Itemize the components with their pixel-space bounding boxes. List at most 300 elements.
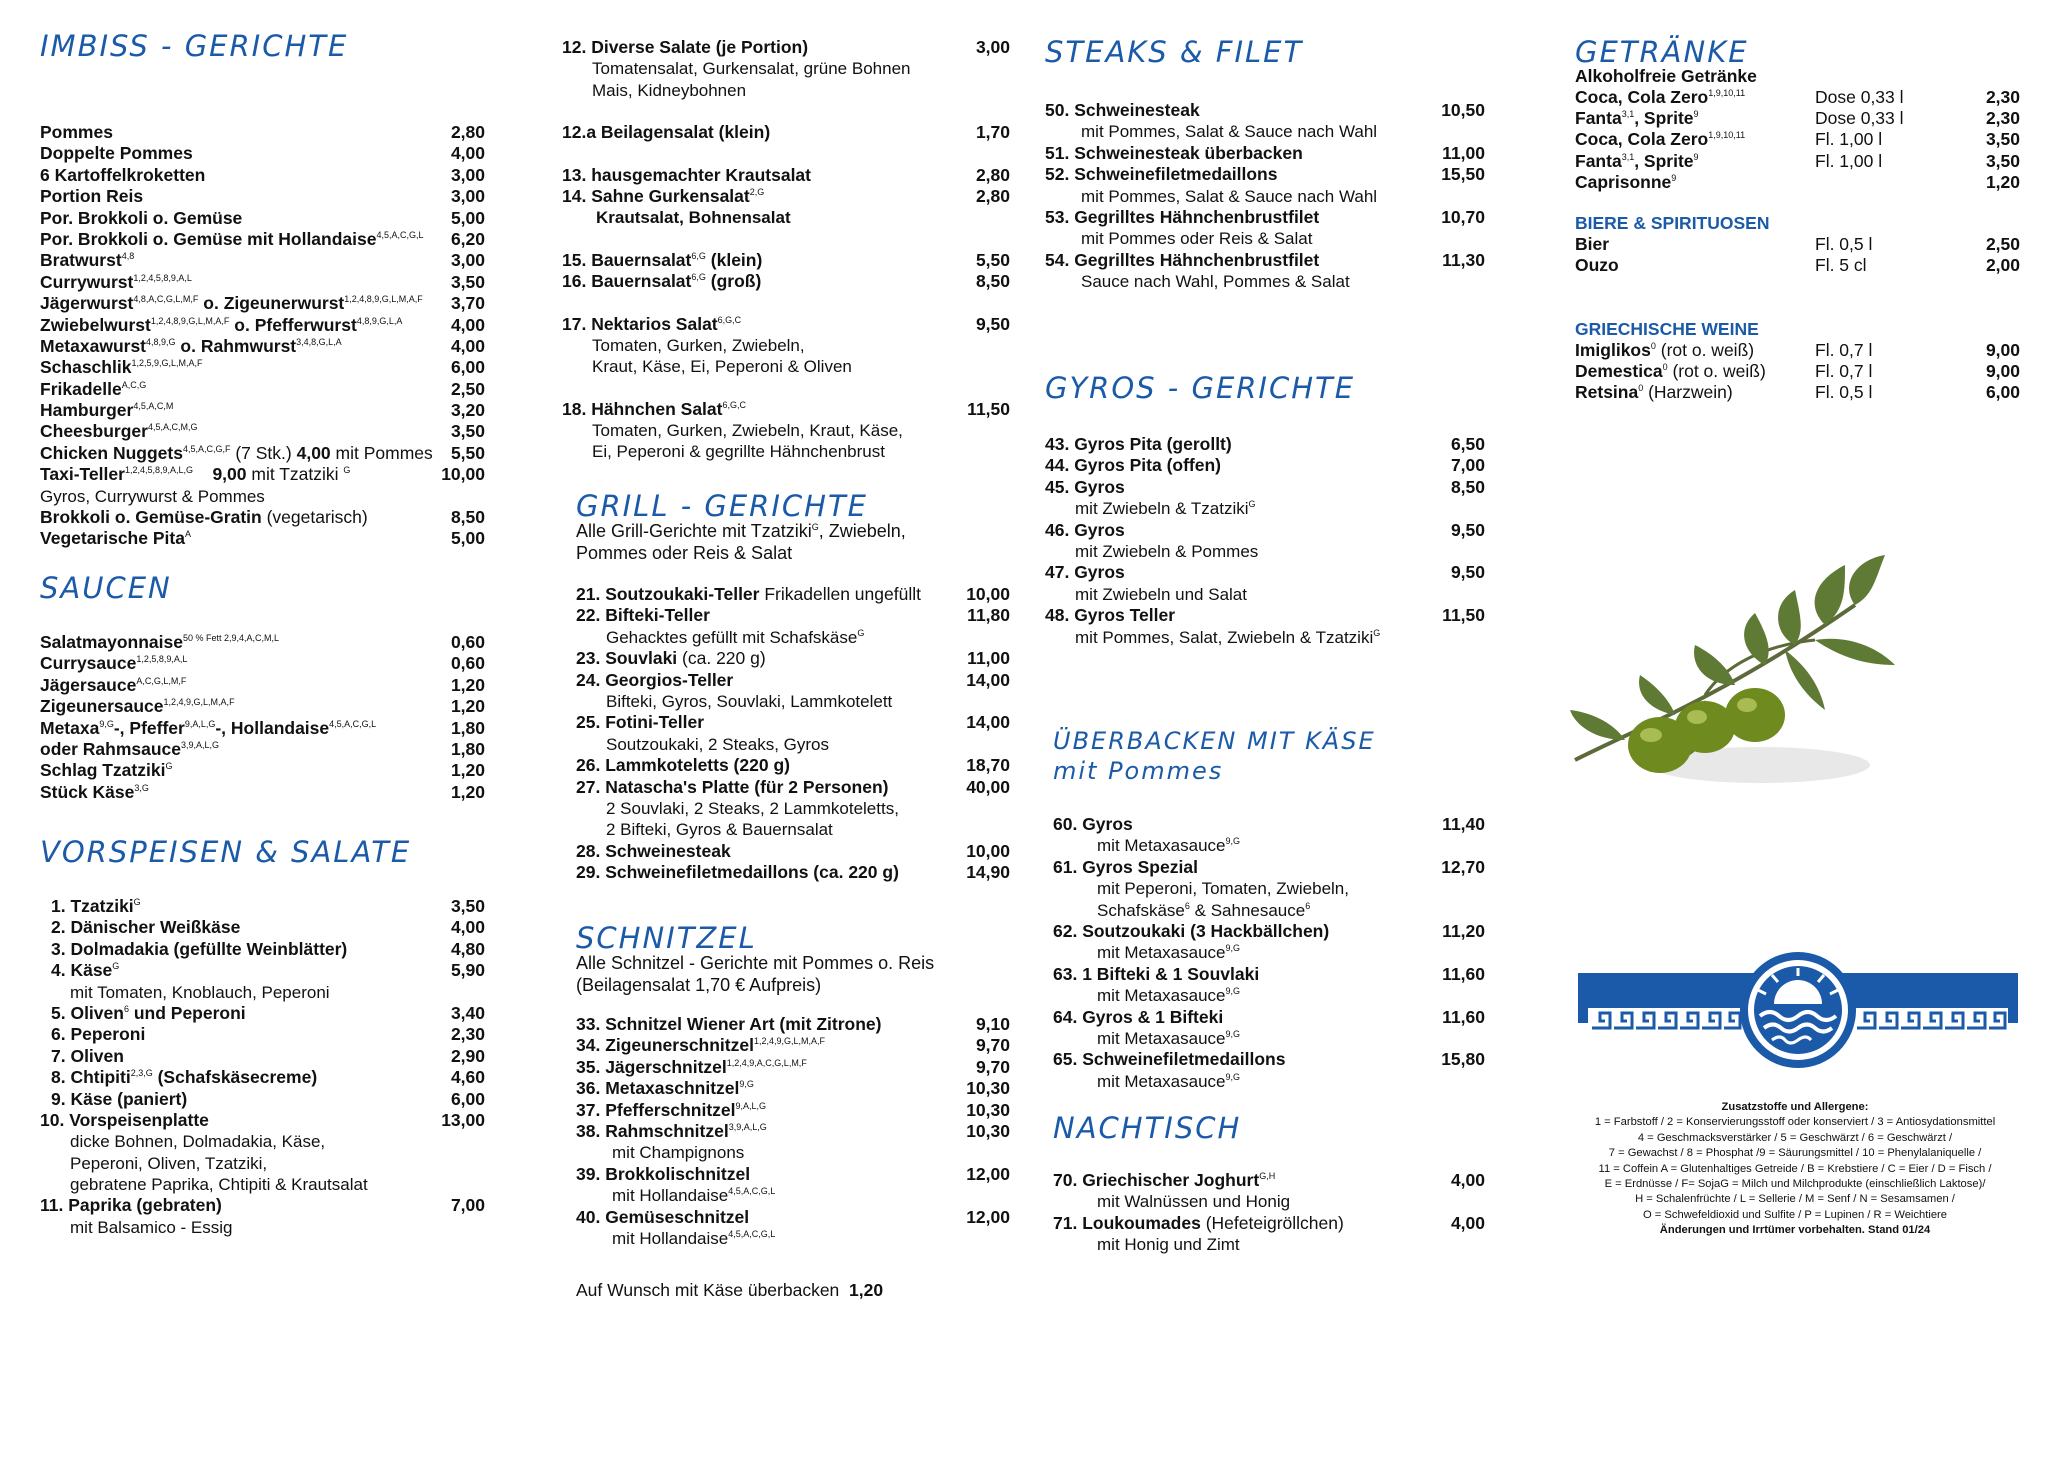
item-price: 11,20 <box>1442 920 1485 941</box>
item-name-part: und Peperoni <box>133 1002 246 1023</box>
allergen-sup: 4,5,A,C,M <box>133 401 174 412</box>
item-description <box>1053 878 1485 899</box>
item-description <box>576 691 1010 712</box>
item-name: Zwiebelwurst <box>40 314 151 335</box>
item-name: Taxi-Teller <box>40 464 125 485</box>
spacer <box>562 378 1010 399</box>
item-name: Pommes <box>40 122 113 142</box>
item-description-text: Gehacktes gefüllt mit Schafskäse <box>606 627 858 647</box>
item-description-text: mit Pommes oder Reis & Salat <box>1081 229 1313 249</box>
drink-price: 3,50 <box>1985 150 2020 171</box>
item-name: 33. Schnitzel Wiener Art (mit Zitrone) <box>576 1014 882 1034</box>
allergen-line: H = Schalenfrüchte / L = Sellerie / M = Senf / N = Sesamsamen / <box>1635 1193 1955 1206</box>
allergen-sup: 4,8,9,G,L,A <box>356 315 403 326</box>
menu-item <box>40 122 485 143</box>
item-description <box>40 1217 485 1238</box>
menu-item <box>1053 1170 1485 1191</box>
allergen-line: O = Schwefeldioxid und Sulfite / P = Lupinen / R = Weichtiere <box>1642 1208 1947 1221</box>
item-price: 2,80 <box>975 164 1010 185</box>
drink-item <box>1575 151 2020 172</box>
item-price: 10,00 <box>966 840 1010 861</box>
item-name-part: (groß) <box>710 271 762 292</box>
item-name: 18. Hähnchen Salat <box>562 398 723 419</box>
item-description-text: mit Peperoni, Tomaten, Zwiebeln, <box>1097 879 1349 899</box>
menu-item <box>40 443 485 464</box>
item-name: Jägerwurst <box>40 293 134 314</box>
menu-item <box>40 696 485 717</box>
allergen-sup: 3,1 <box>1621 109 1635 120</box>
item-name: 15. Bauernsalat <box>562 249 692 270</box>
schnitzel-list <box>576 1014 1010 1249</box>
schnitzel-intro-line1: Alle Schnitzel - Gerichte mit Pommes o. Reis <box>576 953 935 973</box>
item-name: 65. Schweinefiletmedaillons <box>1053 1049 1286 1070</box>
item-name: Metaxa <box>40 717 100 738</box>
item-name: 3. Dolmadakia (gefüllte Weinblätter) <box>51 938 348 959</box>
item-name: 70. Griechischer Joghurt <box>1053 1170 1260 1190</box>
allergen-sup: 3,9,A,L,G <box>728 1121 767 1132</box>
item-name-part: o. Pfefferwurst <box>234 314 357 335</box>
item-note: Frikadellen ungefüllt <box>759 584 921 604</box>
item-description <box>40 982 485 1003</box>
menu-item <box>1045 100 1485 121</box>
item-name: 8. Chtipiti <box>51 1067 131 1088</box>
menu-item <box>562 165 1010 186</box>
spacer <box>562 229 1010 250</box>
item-name: Vegetarische Pita <box>40 528 185 549</box>
menu-item <box>1053 1049 1485 1070</box>
menu-item <box>576 1207 1010 1228</box>
item-price: 40,00 <box>966 776 1010 797</box>
menu-item <box>40 653 485 674</box>
ueberbacken-list <box>1053 814 1485 1092</box>
drink-size: Fl. 0,5 l <box>1815 234 1873 254</box>
item-name: oder Rahmsauce <box>40 738 182 759</box>
item-price: 14,00 <box>966 669 1010 690</box>
item-description-text: mit Pommes, Salat & Sauce nach Wahl <box>1081 122 1378 142</box>
drink-item <box>1575 234 2020 255</box>
item-note: mit Tzatziki <box>246 464 344 485</box>
allergen-sup: G <box>343 465 351 476</box>
item-description-text: Sauce nach Wahl, Pommes & Salat <box>1081 272 1350 292</box>
allergen-sup: 0 <box>1638 383 1644 394</box>
menu-item <box>40 960 485 981</box>
menu-item <box>576 862 1010 883</box>
allergen-sup: 4,5,A,C,G,L <box>376 229 424 240</box>
item-description-text: mit Metaxasauce <box>1097 1028 1226 1048</box>
item-price: 12,70 <box>1441 856 1485 877</box>
drink-price: 2,30 <box>1985 108 2020 129</box>
item-price: 9,70 <box>975 1035 1010 1056</box>
allergen-sup: 4,5,A,C,G,L <box>329 718 377 729</box>
item-price: 15,80 <box>1441 1049 1485 1070</box>
item-description-text: mit Hollandaise <box>612 1228 729 1248</box>
column-steaks-gyros <box>1045 0 1485 1463</box>
item-name: 43. Gyros Pita (gerollt) <box>1045 434 1232 454</box>
menu-item <box>576 1078 1010 1099</box>
allergen-sup: A,C,G,L,M,F <box>136 675 187 686</box>
item-description-text: mit Honig und Zimt <box>1097 1235 1240 1255</box>
item-price: 1,20 <box>450 781 485 802</box>
item-name-part: -, Pfeffer <box>113 717 185 738</box>
item-description-text: mit Zwiebeln & Pommes <box>1075 541 1259 561</box>
item-price: 4,00 <box>450 917 485 938</box>
item-price: 9,10 <box>975 1014 1010 1034</box>
menu-item <box>576 1014 1010 1035</box>
allergen-sup: G <box>165 761 173 772</box>
item-description <box>1053 1028 1485 1049</box>
saucen-title: SAUCEN <box>40 571 172 605</box>
item-name: 47. Gyros <box>1045 562 1125 583</box>
menu-item <box>1053 921 1485 942</box>
item-name: 48. Gyros Teller <box>1045 605 1176 626</box>
drink-price: 2,50 <box>1985 234 2020 254</box>
item-price: 3,70 <box>450 293 485 314</box>
allergen-line: 1 = Farbstoff / 2 = Konservierungsstoff oder konserviert / 3 = Antiosydationsmittel <box>1594 1116 1996 1129</box>
menu-item <box>1045 143 1485 164</box>
item-name: 63. 1 Bifteki & 1 Souvlaki <box>1053 963 1260 984</box>
item-name: 39. Brokkolischnitzel <box>576 1163 751 1184</box>
drink-size: Fl. 0,5 l <box>1815 382 1873 403</box>
item-name: 1. Tzatziki <box>51 896 134 916</box>
salate-list <box>562 37 1010 463</box>
item-description <box>576 1142 1010 1163</box>
menu-item <box>1045 562 1485 583</box>
allergen-sup: A,C,G <box>121 379 147 390</box>
item-name: 53. Gegrilltes Hähnchenbrustfilet <box>1045 206 1320 227</box>
item-description <box>576 627 1010 648</box>
item-description-text: mit Pommes, Salat, Zwiebeln & Tzatziki <box>1075 627 1374 647</box>
item-price: 14,00 <box>966 712 1010 733</box>
allergen-sup: 9,G <box>99 718 114 729</box>
item-price: 11,80 <box>967 605 1010 626</box>
allergen-sup: 2,3,G <box>130 1068 153 1079</box>
item-name: 24. Georgios-Teller <box>576 669 734 690</box>
item-description <box>1053 942 1485 963</box>
drink-item <box>1575 108 2020 129</box>
item-name: 37. Pfefferschnitzel <box>576 1099 736 1120</box>
menu-item <box>40 336 485 357</box>
drinks-softdrinks <box>1575 87 2020 193</box>
menu-item <box>40 1110 485 1131</box>
item-name: 54. Gegrilltes Hähnchenbrustfilet <box>1045 249 1320 270</box>
item-name: 17. Nektarios Salat <box>562 313 718 334</box>
item-price: 1,20 <box>450 674 485 695</box>
item-description <box>562 356 1010 377</box>
item-price: 1,80 <box>450 717 485 738</box>
drink-note: (rot o. weiß) <box>1655 340 1755 360</box>
menu-item <box>40 250 485 271</box>
menu-item <box>40 272 485 293</box>
item-description-text: Peperoni, Oliven, Tzatziki, <box>70 1153 268 1173</box>
drink-item <box>1575 87 2020 108</box>
item-description <box>576 734 1010 755</box>
item-description <box>1045 228 1485 249</box>
item-price: 3,00 <box>450 186 485 207</box>
item-name: Zigeunersauce <box>40 696 164 717</box>
drink-item <box>1575 255 2020 276</box>
allergen-info <box>1565 1100 2025 1239</box>
item-price: 5,00 <box>450 528 485 549</box>
item-price: 2,90 <box>450 1045 485 1066</box>
item-description-text: mit Hollandaise <box>612 1186 729 1206</box>
item-note: (ca. 220 g) <box>677 648 766 669</box>
column-imbiss <box>40 0 485 1463</box>
nachtisch-list <box>1053 1170 1485 1256</box>
item-description-text: mit Balsamico - Essig <box>70 1217 233 1237</box>
allergen-lines <box>1565 1115 2025 1223</box>
drink-price: 6,00 <box>1985 382 2020 403</box>
item-name: Currywurst <box>40 271 134 292</box>
menu-item <box>40 1067 485 1088</box>
item-name: Schlag Tzatziki <box>40 760 166 781</box>
item-name: 27. Natascha's Platte (für 2 Personen) <box>576 776 889 797</box>
nachtisch-title: NACHTISCH <box>1053 1111 1242 1145</box>
item-name: Metaxawurst <box>40 335 147 356</box>
item-name: 29. Schweinefiletmedaillons (ca. 220 g) <box>576 862 899 883</box>
drink-size: Dose 0,33 l <box>1815 108 1904 129</box>
item-description-text: 2 Bifteki, Gyros & Bauernsalat <box>606 820 833 840</box>
ueberbacken-title <box>1053 726 1376 786</box>
item-name: 2. Dänischer Weißkäse <box>51 917 241 938</box>
item-price: 10,70 <box>1441 206 1485 227</box>
item-alt-price: 4,00 <box>296 442 331 463</box>
imbiss-title: IMBISS - GERICHTE <box>40 29 349 63</box>
item-name: Chicken Nuggets <box>40 442 183 463</box>
menu-item <box>40 507 485 528</box>
item-price: 1,80 <box>450 738 485 759</box>
menu-item <box>40 293 485 314</box>
allergen-sup: 4,5,A,C,G,L <box>728 1228 776 1239</box>
item-name-part: o. Zigeunerwurst <box>203 293 345 314</box>
drink-name: Bier <box>1575 234 1610 254</box>
item-price: 2,30 <box>450 1024 485 1045</box>
item-name: 40. Gemüseschnitzel <box>576 1206 750 1227</box>
item-price: 4,00 <box>450 314 485 335</box>
menu-item <box>40 675 485 696</box>
item-price: 5,50 <box>450 442 485 463</box>
allergen-sup: 9,A,L,G <box>735 1100 767 1111</box>
item-name: 6. Peperoni <box>51 1024 146 1045</box>
item-price: 3,40 <box>450 1002 485 1023</box>
item-description-text: mit Walnüssen und Honig <box>1097 1192 1291 1212</box>
item-name-part: o. Rahmwurst <box>180 335 297 356</box>
allergen-sup: 3,9,A,L,G <box>181 739 220 750</box>
allergen-sup: 1,2,4,9,A,C,G,L,M,F <box>726 1057 807 1068</box>
item-description <box>40 1131 485 1152</box>
steaks-title: STEAKS & FILET <box>1045 35 1304 69</box>
menu-item <box>576 755 1010 776</box>
drink-item <box>1575 361 2020 382</box>
item-name: Bratwurst <box>40 250 122 271</box>
item-price: 2,80 <box>450 122 485 142</box>
item-price: 11,50 <box>967 398 1010 419</box>
allergen-footer: Änderungen und Irrtümer vorbehalten. Stand 01/24 <box>1659 1224 1931 1237</box>
item-price: 10,30 <box>966 1120 1010 1141</box>
grill-intro-line1: Alle Grill-Gerichte mit Tzatziki <box>576 521 812 541</box>
menu-item <box>1053 964 1485 985</box>
menu-item <box>1045 477 1485 498</box>
allergen-sup: 6,G <box>691 250 706 261</box>
allergen-sup: G <box>857 627 865 638</box>
item-description <box>1053 1191 1485 1212</box>
allergen-sup: 6 <box>1305 900 1311 911</box>
menu-item <box>40 400 485 421</box>
item-note: (7 Stk.) <box>230 442 297 463</box>
biere-title: BIERE & SPIRITUOSEN <box>1575 213 1770 233</box>
allergen-sup: A <box>184 529 191 540</box>
menu-item <box>1045 250 1485 271</box>
item-name: 34. Zigeunerschnitzel <box>576 1035 754 1056</box>
item-description-text: Soutzoukaki, 2 Steaks, Gyros <box>606 734 829 754</box>
item-description-text: Tomatensalat, Gurkensalat, grüne Bohnen <box>592 59 911 79</box>
ueberbacken-title-line2: mit Pommes <box>1053 757 1224 785</box>
drink-size: Fl. 0,7 l <box>1815 340 1873 360</box>
item-name: 12. Diverse Salate (je Portion) <box>562 37 809 57</box>
allergen-sup: 9,G <box>1225 836 1241 847</box>
allergen-sup: 1,2,4,9,G,L,M,A,F <box>753 1036 825 1047</box>
menu-item <box>40 208 485 229</box>
item-price: 2,80 <box>975 185 1010 206</box>
item-name: 45. Gyros <box>1045 476 1125 497</box>
allergen-sup: 9 <box>1671 172 1677 183</box>
menu-item <box>576 1121 1010 1142</box>
allergen-sup: G,H <box>1259 1171 1276 1181</box>
allergen-sup: 1,2,5,8,9,A,L <box>136 654 188 665</box>
item-name: 60. Gyros <box>1053 814 1133 834</box>
drink-size: Fl. 0,7 l <box>1815 361 1873 382</box>
item-description <box>576 1228 1010 1249</box>
item-description <box>1053 900 1485 921</box>
item-name: 22. Bifteki-Teller <box>576 605 710 626</box>
kaese-note-text: Auf Wunsch mit Käse überbacken <box>576 1280 840 1300</box>
drink-price: 9,00 <box>1985 340 2020 360</box>
item-description <box>1045 271 1485 292</box>
allergen-sup: 4,5,A,C,M,G <box>147 422 198 433</box>
item-description <box>576 798 1010 819</box>
drink-item <box>1575 172 2020 193</box>
item-description-text: Schafskäse <box>1097 900 1185 920</box>
item-description <box>1053 835 1485 856</box>
item-name: Jägersauce <box>40 674 137 695</box>
item-name: 6 Kartoffelkroketten <box>40 164 206 185</box>
item-description <box>562 80 1010 101</box>
item-price: 4,60 <box>450 1067 485 1088</box>
drink-item <box>1575 382 2020 403</box>
allergen-sup: 6 <box>1184 900 1190 911</box>
menu-item <box>1045 605 1485 626</box>
item-price: 3,00 <box>450 164 485 185</box>
item-price: 2,50 <box>450 378 485 399</box>
menu-item <box>1045 520 1485 541</box>
menu-item <box>1053 857 1485 878</box>
item-price: 8,50 <box>450 507 485 528</box>
item-name: Schaschlik <box>40 357 132 378</box>
item-description-text: Ei, Peperoni & gegrillte Hähnchenbrust <box>592 442 885 462</box>
ueberbacken-title-line1: ÜBERBACKEN MIT KÄSE <box>1053 727 1376 755</box>
item-price: 11,60 <box>1442 963 1485 984</box>
allergen-sup: 9 <box>1693 151 1699 162</box>
item-price: 0,60 <box>450 653 485 674</box>
item-price: 5,90 <box>450 960 485 981</box>
menu-item <box>40 1046 485 1067</box>
menu-item <box>40 1003 485 1024</box>
menu-item <box>576 1057 1010 1078</box>
menu-item <box>40 143 485 164</box>
item-name: 46. Gyros <box>1045 519 1125 540</box>
menu-item <box>40 528 485 549</box>
item-price: 8,50 <box>975 271 1010 292</box>
drink-size: Dose 0,33 l <box>1815 87 1904 107</box>
menu-item <box>40 165 485 186</box>
allergen-sup: 3,G <box>134 782 149 793</box>
vorspeisen-title: VORSPEISEN & SALATE <box>40 835 412 869</box>
allergen-sup: 1,9,10,11 <box>1708 130 1746 141</box>
menu-item <box>562 122 1010 143</box>
item-price: 9,50 <box>1450 562 1485 583</box>
drink-item <box>1575 340 2020 361</box>
menu-item <box>40 739 485 760</box>
item-description-text: mit Metaxasauce <box>1097 836 1226 856</box>
item-description <box>1045 498 1485 519</box>
allergen-sup: G <box>1248 499 1256 510</box>
item-description-text: mit Pommes, Salat & Sauce nach Wahl <box>1081 186 1378 206</box>
allergen-sup: 9,G <box>1225 1028 1241 1039</box>
item-name: 16. Bauernsalat <box>562 271 692 292</box>
item-description-text: mit Metaxasauce <box>1097 943 1226 963</box>
item-name: Salatmayonnaise <box>40 632 183 652</box>
item-price: 3,50 <box>450 271 485 292</box>
item-name: 51. Schweinesteak überbacken <box>1045 142 1303 163</box>
vorspeisen-list <box>40 896 485 1238</box>
menu-item <box>40 939 485 960</box>
item-price: 7,00 <box>450 1195 485 1216</box>
steaks-list <box>1045 100 1485 293</box>
item-note: (vegetarisch) <box>261 507 368 528</box>
item-description-text: dicke Bohnen, Dolmadakia, Käse, <box>70 1132 326 1152</box>
allergen-sup: 4,8,9,G <box>146 336 176 347</box>
allergen-sup: 4,5,A,C,G,L <box>728 1186 776 1197</box>
menu-item <box>562 314 1010 335</box>
menu-item <box>576 712 1010 733</box>
item-name: Brokkoli o. Gemüse-Gratin <box>40 507 262 528</box>
spacer <box>562 101 1010 122</box>
item-name: 62. Soutzoukaki (3 Hackbällchen) <box>1053 920 1330 941</box>
item-price: 14,90 <box>966 862 1010 883</box>
item-price: 10,00 <box>441 464 485 485</box>
menu-item <box>576 605 1010 626</box>
menu-item <box>576 777 1010 798</box>
item-description-text: Tomaten, Gurken, Zwiebeln, Kraut, Käse, <box>592 421 903 441</box>
drink-name: Fanta <box>1575 150 1622 171</box>
item-price: 15,50 <box>1441 164 1485 185</box>
allergen-sup: 4,8 <box>121 251 135 262</box>
spacer <box>562 144 1010 165</box>
item-name: 38. Rahmschnitzel <box>576 1120 729 1141</box>
item-name: 21. Soutzoukaki-Teller <box>576 584 760 604</box>
allergen-sup: 9,G <box>1225 943 1241 954</box>
item-price: 5,50 <box>975 249 1010 270</box>
allergen-sup: G <box>1373 627 1381 638</box>
drink-price: 9,00 <box>1985 361 2020 382</box>
menu-item <box>40 1089 485 1110</box>
allergen-sup: 9,G <box>1225 986 1241 997</box>
item-price: 10,50 <box>1441 100 1485 120</box>
item-price: 11,30 <box>1442 249 1485 270</box>
item-description <box>1053 1234 1485 1255</box>
item-name: 11. Paprika (gebraten) <box>40 1195 222 1216</box>
item-description-text: gebratene Paprika, Chtipiti & Krautsalat <box>70 1175 368 1195</box>
allergen-sup: 9,G <box>1225 1071 1241 1082</box>
